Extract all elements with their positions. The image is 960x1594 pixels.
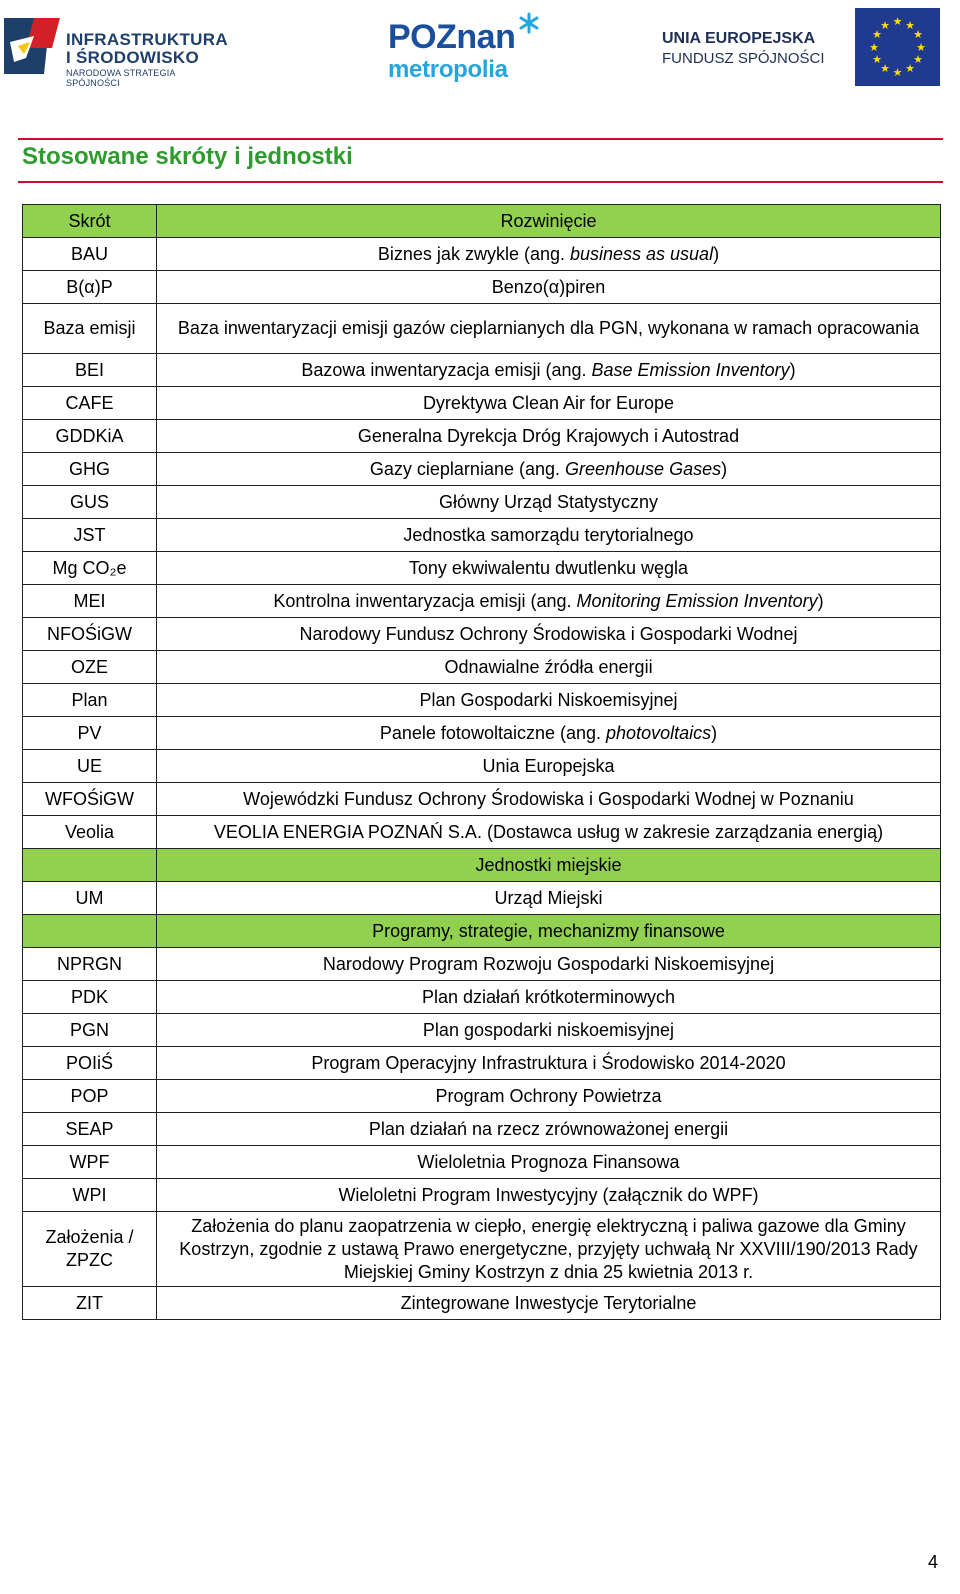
poznan-metropolia-logo xyxy=(388,12,548,82)
row-expansion: Unia Europejska xyxy=(157,750,941,783)
row-abbreviation: Veolia xyxy=(23,816,157,849)
row-expansion-suffix: ) xyxy=(721,458,728,479)
row-expansion-text: Panele fotowoltaiczne (ang. xyxy=(379,722,607,743)
svg-text:★: ★ xyxy=(892,66,903,79)
table-row xyxy=(23,387,941,420)
row-expansion: Wieloletnia Prognoza Finansowa xyxy=(157,1146,941,1179)
row-expansion: Narodowy Fundusz Ochrony Środowiska i Gospodarki Wodnej xyxy=(157,618,941,651)
table-section-row xyxy=(23,915,941,948)
table-row xyxy=(23,1287,941,1320)
table-row xyxy=(23,1179,941,1212)
row-abbreviation: CAFE xyxy=(23,387,157,420)
row-expansion: Plan gospodarki niskoemisyjnej xyxy=(157,1014,941,1047)
row-expansion: Program Ochrony Powietrza xyxy=(157,1080,941,1113)
row-expansion: Wieloletni Program Inwestycyjny (załącznik do WPF) xyxy=(157,1179,941,1212)
row-expansion-english: business as usual xyxy=(569,243,714,264)
row-expansion: Założenia do planu zaopatrzenia w ciepło, energię elektryczną i paliwa gazowe dla Gminy Kostrzyn, zgodnie z ustawą Prawo energetyczne, przyjęty uchwałą Nr XXVIII/190/2013 Rady Miejskiej Gminy Kostrzyn z dnia 25 kwietnia 2013 r. xyxy=(157,1212,941,1287)
svg-text:★: ★ xyxy=(869,41,879,54)
row-expansion: Baza inwentaryzacji emisji gazów cieplarnianych dla PGN, wykonana w ramach opracowania xyxy=(157,304,941,354)
row-abbreviation: Mg CO₂e xyxy=(23,552,157,585)
table-row xyxy=(23,238,941,271)
table-row xyxy=(23,585,941,618)
section-title: Stosowane skróty i jednostki xyxy=(22,143,353,170)
row-expansion xyxy=(157,238,941,271)
row-abbreviation: NPRGN xyxy=(23,948,157,981)
table-row xyxy=(23,519,941,552)
header-expansion: Rozwinięcie xyxy=(157,205,941,238)
table-row xyxy=(23,948,941,981)
eu-stars-icon xyxy=(855,8,940,86)
row-abbreviation: SEAP xyxy=(23,1113,157,1146)
row-expansion: Dyrektywa Clean Air for Europe xyxy=(157,387,941,420)
table-row xyxy=(23,1146,941,1179)
eu-logo-line1: UNIA EUROPEJSKA xyxy=(662,30,816,47)
table-row xyxy=(23,1113,941,1146)
table-row xyxy=(23,816,941,849)
heading-bottom-rule xyxy=(18,181,943,183)
row-abbreviation: PDK xyxy=(23,981,157,1014)
table-row xyxy=(23,1080,941,1113)
table-row xyxy=(23,651,941,684)
row-expansion-suffix: ) xyxy=(713,243,720,264)
row-expansion: Odnawialne źródła energii xyxy=(157,651,941,684)
row-expansion xyxy=(157,717,941,750)
table-row xyxy=(23,1047,941,1080)
row-abbreviation: Założenia / ZPZC xyxy=(23,1212,157,1287)
abbreviations-table xyxy=(22,204,941,1320)
table-row xyxy=(23,717,941,750)
row-expansion: Narodowy Program Rozwoju Gospodarki Niskoemisyjnej xyxy=(157,948,941,981)
row-abbreviation: MEI xyxy=(23,585,157,618)
row-expansion: Generalna Dyrekcja Dróg Krajowych i Autostrad xyxy=(157,420,941,453)
table-row xyxy=(23,618,941,651)
row-abbreviation: POIiŚ xyxy=(23,1047,157,1080)
row-abbreviation: B(α)P xyxy=(23,271,157,304)
header-abbreviation: Skrót xyxy=(23,205,157,238)
row-abbreviation: JST xyxy=(23,519,157,552)
svg-text:★: ★ xyxy=(872,53,882,66)
svg-text:★: ★ xyxy=(916,41,926,54)
row-expansion-suffix: ) xyxy=(711,722,718,743)
row-expansion-text: Biznes jak zwykle (ang. xyxy=(377,243,570,264)
section-programs-label: Programy, strategie, mechanizmy finansowe xyxy=(157,915,941,948)
infrastruktura-emblem-icon xyxy=(4,14,60,78)
row-expansion-english: Greenhouse Gases xyxy=(565,458,722,479)
row-abbreviation: WPI xyxy=(23,1179,157,1212)
row-expansion: Plan działań krótkoterminowych xyxy=(157,981,941,1014)
row-abbreviation: Baza emisji xyxy=(23,304,157,354)
row-expansion-english: Monitoring Emission Inventory xyxy=(576,590,818,611)
table-header-row xyxy=(23,205,941,238)
row-abbreviation: GHG xyxy=(23,453,157,486)
row-expansion: Wojewódzki Fundusz Ochrony Środowiska i Gospodarki Wodnej w Poznaniu xyxy=(157,783,941,816)
row-abbreviation: PV xyxy=(23,717,157,750)
row-abbreviation: POP xyxy=(23,1080,157,1113)
svg-text:★: ★ xyxy=(913,53,923,66)
svg-text:★: ★ xyxy=(880,19,890,32)
row-expansion: Plan działań na rzecz zrównoważonej energii xyxy=(157,1113,941,1146)
row-expansion: VEOLIA ENERGIA POZNAŃ S.A. (Dostawca usług w zakresie zarządzania energią) xyxy=(157,816,941,849)
row-expansion-text: Gazy cieplarniane (ang. xyxy=(369,458,565,479)
table-row xyxy=(23,486,941,519)
table-row xyxy=(23,271,941,304)
table-row xyxy=(23,882,941,915)
svg-text:★: ★ xyxy=(905,19,915,32)
heading-top-rule xyxy=(18,138,943,140)
table-row xyxy=(23,354,941,387)
row-expansion xyxy=(157,585,941,618)
row-expansion: Tony ekwiwalentu dwutlenku węgla xyxy=(157,552,941,585)
row-abbreviation: WPF xyxy=(23,1146,157,1179)
row-abbreviation: WFOŚiGW xyxy=(23,783,157,816)
row-expansion: Program Operacyjny Infrastruktura i Środowisko 2014-2020 xyxy=(157,1047,941,1080)
svg-text:★: ★ xyxy=(880,62,890,75)
table-row xyxy=(23,684,941,717)
row-abbreviation: Plan xyxy=(23,684,157,717)
table-row xyxy=(23,552,941,585)
row-expansion-text: Bazowa inwentaryzacja emisji (ang. xyxy=(301,359,592,380)
table-row xyxy=(23,783,941,816)
row-expansion-english: photovoltaics xyxy=(606,722,712,743)
row-abbreviation: GUS xyxy=(23,486,157,519)
asterisk-star-icon xyxy=(518,12,540,34)
row-expansion xyxy=(157,453,941,486)
row-expansion: Jednostka samorządu terytorialnego xyxy=(157,519,941,552)
table-row xyxy=(23,750,941,783)
svg-text:★: ★ xyxy=(892,15,903,28)
eu-flag-icon xyxy=(855,8,940,86)
section-empty-cell xyxy=(23,849,157,882)
row-expansion-suffix: ) xyxy=(789,359,796,380)
eu-logo-line2: FUNDUSZ SPÓJNOŚCI xyxy=(662,50,825,67)
row-expansion: Plan Gospodarki Niskoemisyjnej xyxy=(157,684,941,717)
row-abbreviation: OZE xyxy=(23,651,157,684)
row-abbreviation: BAU xyxy=(23,238,157,271)
svg-text:★: ★ xyxy=(913,28,923,41)
row-expansion-english: Base Emission Inventory xyxy=(591,359,790,380)
table-row xyxy=(23,1212,941,1287)
eu-cohesion-fund-logo xyxy=(650,8,940,88)
row-expansion: Benzo(α)piren xyxy=(157,271,941,304)
row-abbreviation: UE xyxy=(23,750,157,783)
row-expansion: Urząd Miejski xyxy=(157,882,941,915)
row-abbreviation: GDDKiA xyxy=(23,420,157,453)
section-empty-cell xyxy=(23,915,157,948)
poznan-logo-line2: metropolia xyxy=(388,56,508,83)
table-row xyxy=(23,1014,941,1047)
page-number: 4 xyxy=(927,1552,938,1572)
svg-text:★: ★ xyxy=(905,62,915,75)
table-row xyxy=(23,420,941,453)
infrastruktura-logo-line3: NARODOWA STRATEGIA SPÓJNOŚCI xyxy=(66,68,176,88)
row-expansion-text: Kontrolna inwentaryzacja emisji (ang. xyxy=(273,590,577,611)
table-row xyxy=(23,981,941,1014)
poznan-logo-line1: POZnan xyxy=(388,18,516,56)
infrastruktura-logo xyxy=(4,12,228,88)
section-units-label: Jednostki miejskie xyxy=(157,849,941,882)
row-abbreviation: BEI xyxy=(23,354,157,387)
row-expansion: Zintegrowane Inwestycje Terytorialne xyxy=(157,1287,941,1320)
row-expansion xyxy=(157,354,941,387)
table-row xyxy=(23,453,941,486)
infrastruktura-logo-line1: INFRASTRUKTURA xyxy=(66,30,228,49)
row-abbreviation: NFOŚiGW xyxy=(23,618,157,651)
row-abbreviation: PGN xyxy=(23,1014,157,1047)
infrastruktura-logo-line2: I ŚRODOWISKO xyxy=(66,48,199,67)
svg-text:★: ★ xyxy=(872,28,882,41)
row-expansion: Główny Urząd Statystyczny xyxy=(157,486,941,519)
row-abbreviation: ZIT xyxy=(23,1287,157,1320)
row-abbreviation: UM xyxy=(23,882,157,915)
row-expansion-suffix: ) xyxy=(817,590,824,611)
table-section-row xyxy=(23,849,941,882)
table-row xyxy=(23,304,941,354)
